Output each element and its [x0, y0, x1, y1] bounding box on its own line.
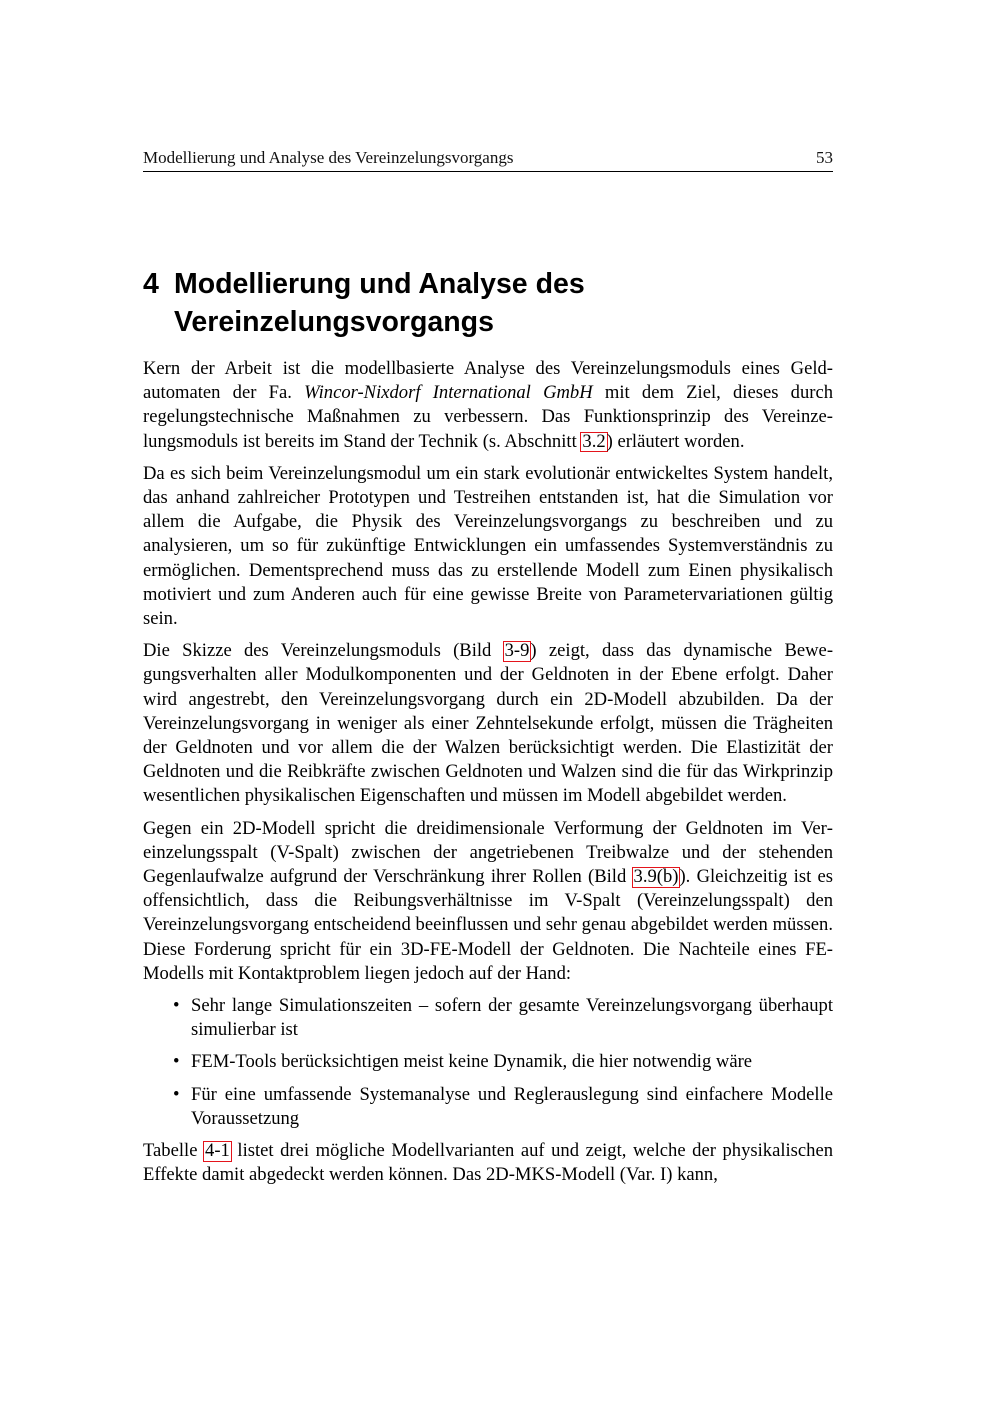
- page-number: 53: [816, 148, 833, 167]
- subfigure-ref-link[interactable]: 3.9(b): [633, 866, 679, 888]
- paragraph-3-text-a: Die Skizze des Vereinzelungsmoduls (Bild: [143, 640, 504, 662]
- running-header: [143, 148, 833, 172]
- bullet-item: [143, 994, 833, 1042]
- figure-ref-link[interactable]: 3-9: [504, 640, 530, 662]
- paragraph-2: Da es sich beim Vereinzelungsmodul um ein stark evolutionär entwickeltes System handelt, das anhand zahlreicher Prototypen und Testreihen entstanden ist, hat die Simulation vor allem die Aufgabe, die Physik des Vereinzelungsvorgangs zu beschreiben und zu analysieren, um so für zukünftige Entwicklungen ein umfassendes Systemverständnis zu ermöglichen. Dementsprechend muss das zu erstellende Modell zum Einen physikalisch motiviert und zum Anderen auch für eine gewisse Breite von Parametervariationen gültig sein.: [143, 462, 833, 630]
- bullet-text: Sehr lange Simulationszeiten – sofern der gesamte Vereinzelungsvorgang überhaupt simulierbar ist: [191, 995, 833, 1041]
- paragraph-1: [143, 357, 833, 454]
- bullet-item: [143, 1083, 833, 1131]
- paragraph-5: [143, 1139, 833, 1187]
- bullet-text: FEM-Tools berücksichtigen meist keine Dynamik, die hier notwendig wäre: [191, 1051, 753, 1073]
- bullet-icon: •: [173, 995, 180, 1017]
- paragraph-4-text-a: Gegen ein 2D-Modell spricht die dreidimensionale Verformung der Geldnoten im Vereinzelungsspalt (V-Spalt) zwischen der angetriebenen Treibwalze und der stehenden Gegenlaufwalze aufgrund der Verschränkung ihrer Rollen (Bild: [143, 817, 833, 888]
- bullet-list: [143, 994, 833, 1131]
- table-ref-link[interactable]: 4-1: [205, 1140, 230, 1162]
- paragraph-4-text-b: ). Gleichzeitig ist es offensichtlich, dass die Reibungsverhältnisse im V-Spalt (Vereinzelungsspalt) den Vereinzelungsvorgang entscheidend beeinflussen und sehr genau abgebildet werden müssen. Diese Forderung spricht für ein 3D-FE-Modell der Geldnoten. Die Nachteile eines FE-Modells mit Kontaktproblem liegen jedoch auf der Hand:: [143, 866, 833, 984]
- paragraph-3: [143, 639, 833, 808]
- paragraph-1-text-a: Kern der Arbeit ist die modellbasierte Analyse des Vereinzelungsmoduls eines Geldautomaten der Fa.: [143, 358, 833, 404]
- chapter-title: Modellierung und Analyse des Vereinzelungsvorgangs: [174, 268, 585, 338]
- body-text: [143, 357, 833, 1196]
- bullet-icon: •: [173, 1051, 180, 1073]
- bullet-text: Für eine umfassende Systemanalyse und Reglerauslegung sind einfachere Modelle Voraussetzung: [191, 1083, 833, 1129]
- paragraph-1-text-c: ) erläutert worden.: [606, 430, 745, 452]
- paragraph-5-text-a: Tabelle: [143, 1140, 205, 1162]
- bullet-item: [143, 1050, 833, 1074]
- chapter-number: 4: [143, 268, 159, 300]
- paragraph-5-text-b: listet drei mögliche Modellvarianten auf und zeigt, welche der physikalischen Effekte damit abgedeckt werden können. Das 2D-MKS-Modell (Var. I) kann,: [143, 1140, 833, 1186]
- paragraph-4: [143, 817, 833, 986]
- paragraph-1-text-b: mit dem Ziel, dieses durch regelungstechnische Maßnahmen zu verbessern. Das Funktionsprinzip des Vereinzelungsmoduls ist bereits im Stand der Technik (s. Abschnitt: [143, 382, 834, 452]
- running-title: Modellierung und Analyse des Vereinzelungsvorgangs: [143, 148, 514, 167]
- bullet-icon: •: [173, 1083, 180, 1105]
- company-name: Wincor-Nixdorf International GmbH: [304, 382, 593, 404]
- paragraph-3-text-b: ) zeigt, dass das dynamische Bewegungsverhalten aller Modulkomponenten und der Geldnoten in der Ebene erfolgt. Daher wird angestrebt, den Vereinzelungsvorgang durch ein 2D-Modell abzubilden. Da der Vereinzelungsvorgang in weniger als einer Zehntelsekunde erfolgt, müssen die Trägheiten der Geldnoten und vor allem die der Walzen berücksichtigt werden. Die Elastizität der Geldnoten und die Reibkräfte zwischen Geldnoten und Walzen sind die für das Wirkprinzip wesentlichen physikalischen Eigenschaften und müssen im Modell abgebildet werden.: [143, 640, 834, 807]
- section-ref-link[interactable]: 3.2: [582, 430, 606, 452]
